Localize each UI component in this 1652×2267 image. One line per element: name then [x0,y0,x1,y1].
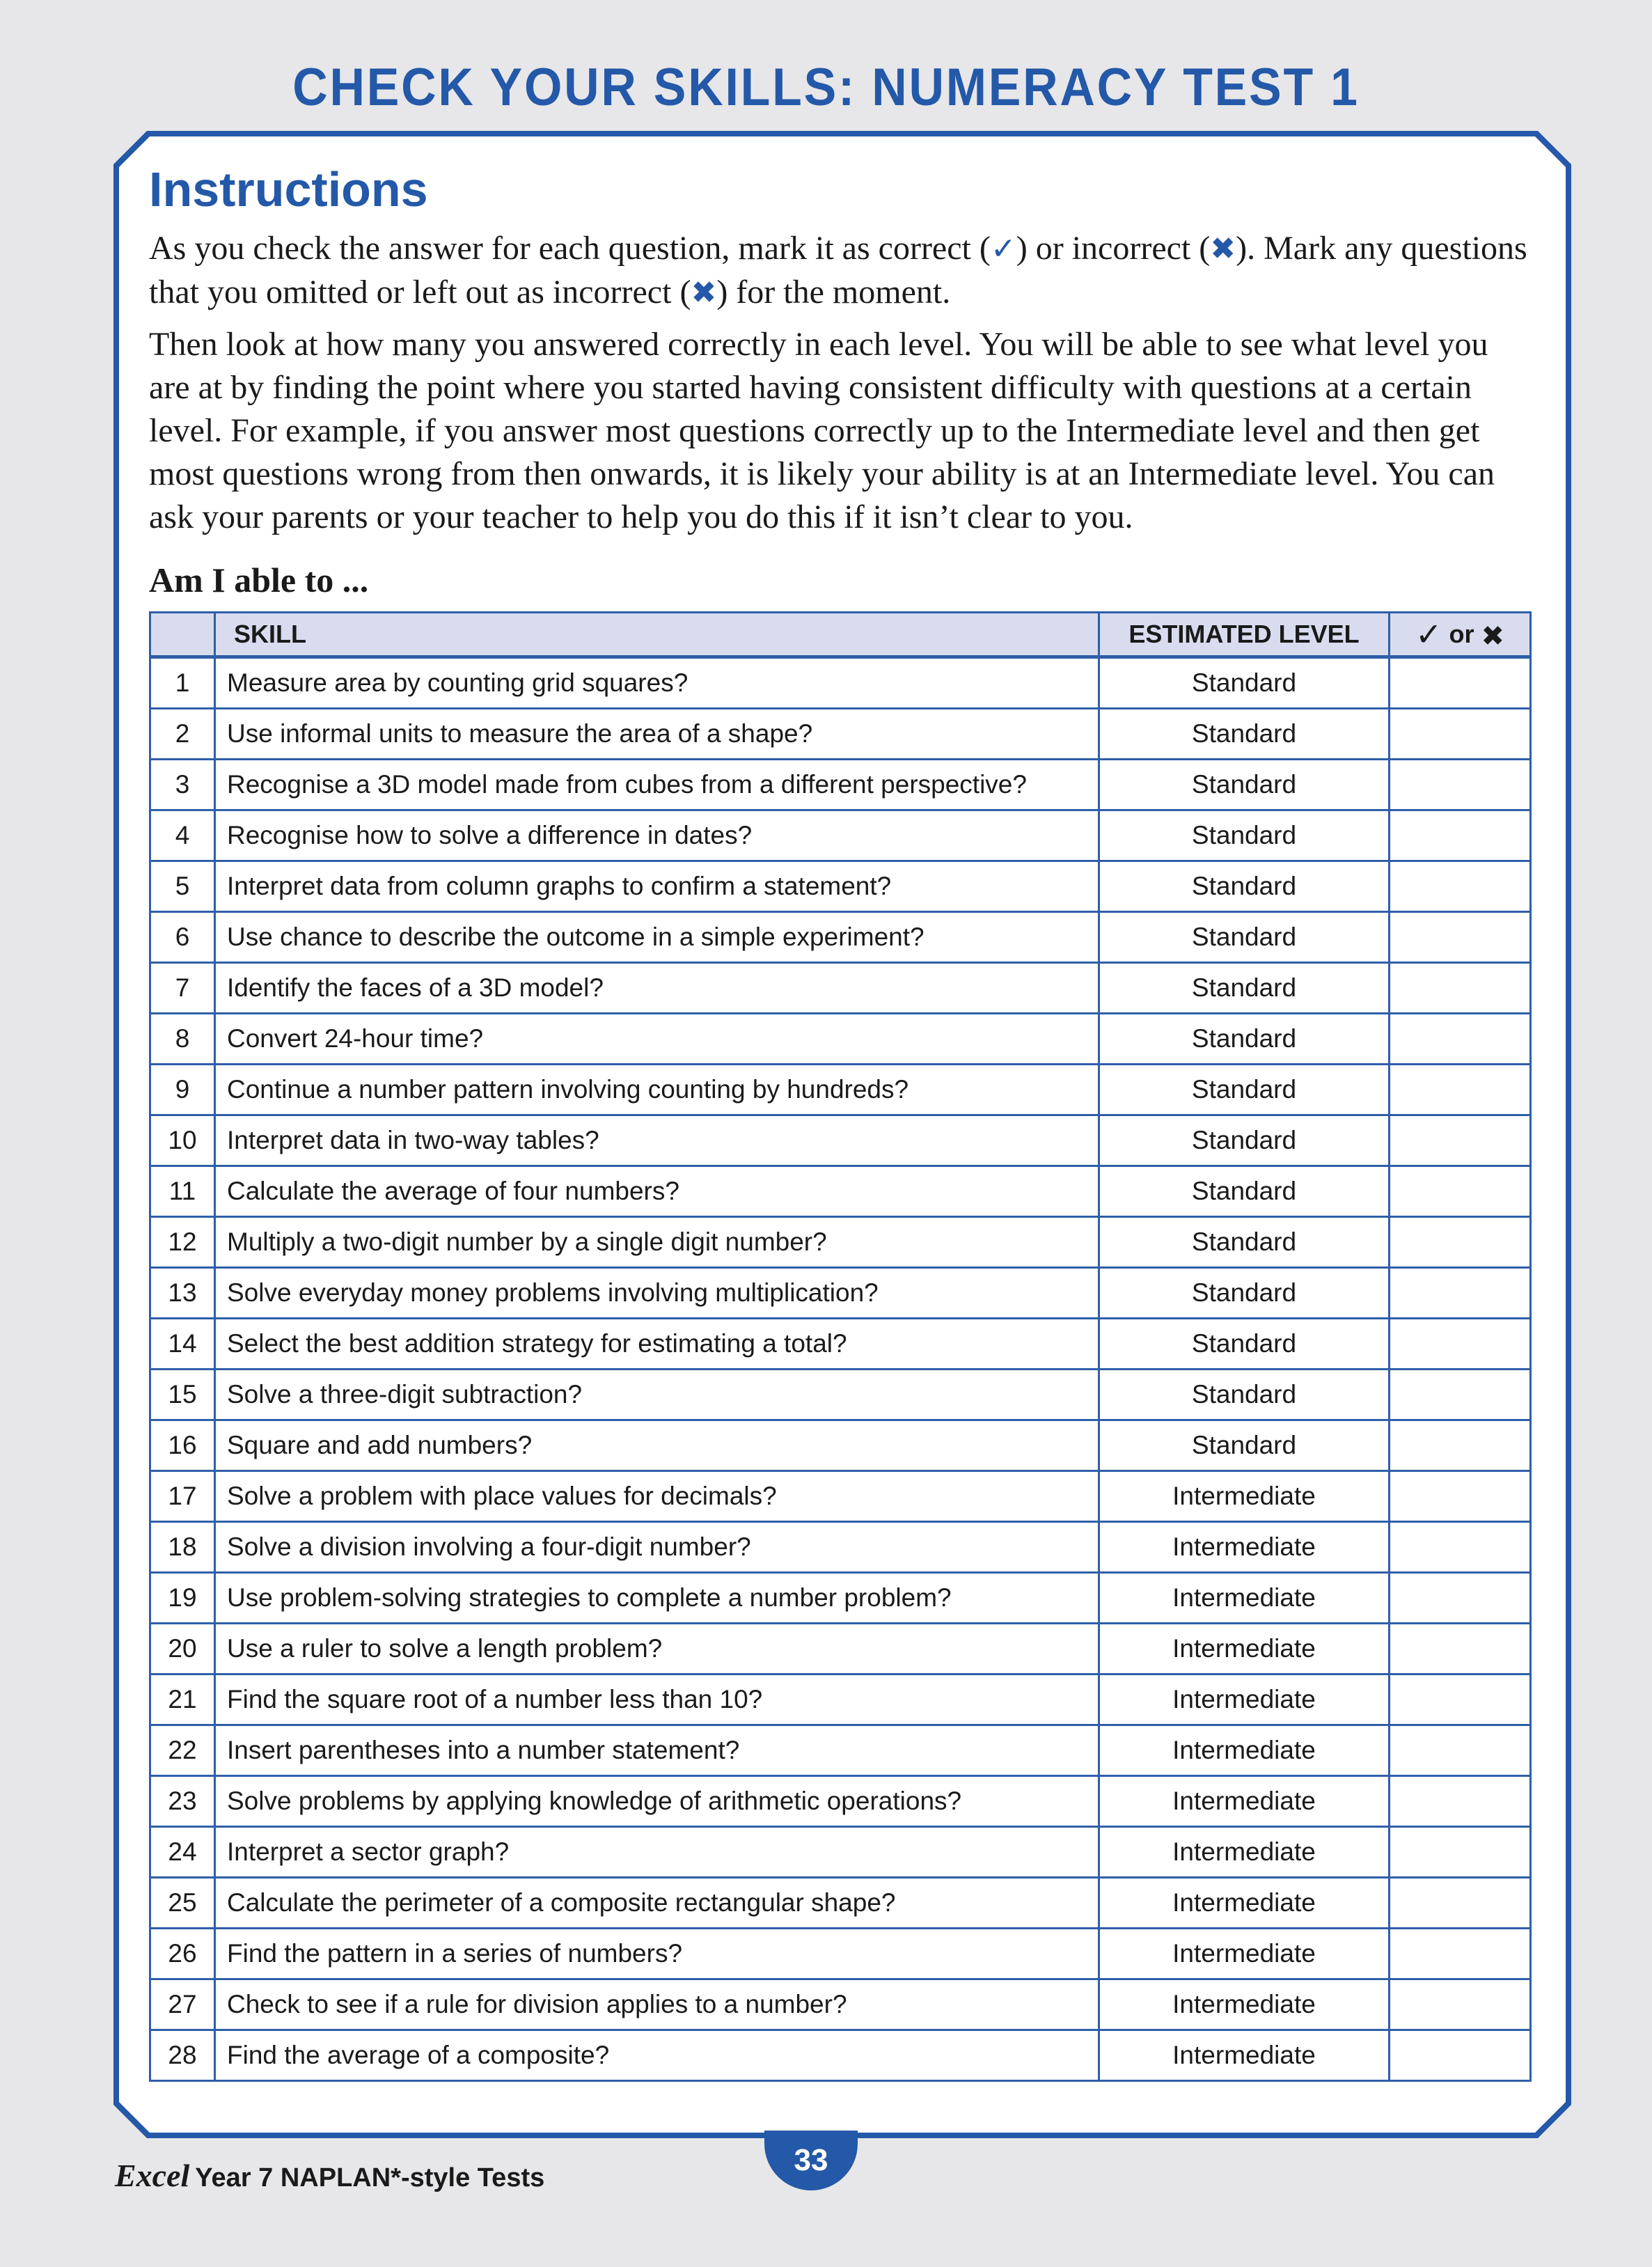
row-mark-cell[interactable] [1390,1979,1531,2030]
row-mark-cell[interactable] [1390,912,1531,963]
table-row [150,861,1531,912]
table-row [150,1979,1531,2030]
table-row [150,1878,1531,1929]
row-level: Intermediate [1099,1624,1390,1674]
row-number: 21 [150,1674,215,1725]
row-level: Intermediate [1099,1573,1390,1624]
row-skill: Select the best addition strategy for estimating a total? [215,1319,1099,1370]
row-number: 28 [150,2030,215,2081]
row-skill: Use a ruler to solve a length problem? [215,1624,1099,1674]
cross-icon: ✖ [1210,231,1236,267]
table-row [150,1725,1531,1776]
row-number: 26 [150,1929,215,1979]
row-number: 12 [150,1217,215,1268]
row-skill: Square and add numbers? [215,1420,1099,1471]
header-mark [1390,613,1531,657]
table-row [150,1065,1531,1115]
row-skill: Continue a number pattern involving counting by hundreds? [215,1065,1099,1115]
row-mark-cell[interactable] [1390,963,1531,1014]
row-mark-cell[interactable] [1390,1319,1531,1370]
table-row [150,709,1531,760]
row-skill: Solve a division involving a four-digit number? [215,1522,1099,1573]
row-mark-cell[interactable] [1390,1522,1531,1573]
row-skill: Interpret a sector graph? [215,1827,1099,1878]
table-row [150,1217,1531,1268]
header-level: ESTIMATED LEVEL [1099,613,1390,657]
row-number: 17 [150,1471,215,1522]
row-level: Standard [1099,1268,1390,1319]
row-number: 8 [150,1014,215,1065]
row-mark-cell[interactable] [1390,1115,1531,1166]
instructions-text: ) or incorrect ( [1016,230,1211,267]
page-number-tab: 33 [764,2131,858,2190]
row-level: Intermediate [1099,1979,1390,2030]
row-number: 19 [150,1573,215,1624]
row-mark-cell[interactable] [1390,2030,1531,2081]
table-row [150,657,1531,709]
row-skill: Use problem-solving strategies to complete a number problem? [215,1573,1099,1624]
table-row [150,810,1531,861]
row-skill: Recognise a 3D model made from cubes from a different perspective? [215,760,1099,810]
table-row [150,1624,1531,1674]
row-level: Standard [1099,709,1390,760]
row-number: 23 [150,1776,215,1827]
row-level: Standard [1099,912,1390,963]
row-number: 3 [150,760,215,810]
row-level: Intermediate [1099,2030,1390,2081]
header-mark-or: or [1449,620,1474,648]
row-level: Intermediate [1099,1776,1390,1827]
row-skill: Interpret data from column graphs to confirm a statement? [215,861,1099,912]
row-mark-cell[interactable] [1390,709,1531,760]
row-number: 4 [150,810,215,861]
header-number [150,613,215,657]
cross-icon: ✖ [691,275,717,311]
row-level: Intermediate [1099,1725,1390,1776]
row-skill: Calculate the perimeter of a composite rectangular shape? [215,1878,1099,1929]
row-mark-cell[interactable] [1390,1014,1531,1065]
row-skill: Insert parentheses into a number statement? [215,1725,1099,1776]
table-body [150,657,1531,2081]
row-number: 13 [150,1268,215,1319]
table-subheading: Am I able to ... [149,560,369,599]
row-number: 5 [150,861,215,912]
table-row [150,1929,1531,1979]
row-level: Intermediate [1099,1827,1390,1878]
row-mark-cell[interactable] [1390,760,1531,810]
row-skill: Interpret data in two-way tables? [215,1115,1099,1166]
row-skill: Check to see if a rule for division applies to a number? [215,1979,1099,2030]
row-level: Standard [1099,963,1390,1014]
header-skill: SKILL [215,613,1099,657]
row-skill: Measure area by counting grid squares? [215,657,1099,709]
row-skill: Solve everyday money problems involving multiplication? [215,1268,1099,1319]
row-number: 22 [150,1725,215,1776]
row-level: Standard [1099,1115,1390,1166]
table-row [150,2030,1531,2081]
row-skill: Find the pattern in a series of numbers? [215,1929,1099,1979]
footer-book-title [115,2157,544,2194]
book-title: Year 7 NAPLAN*-style Tests [195,2163,545,2193]
cross-icon: ✖ [1481,620,1505,652]
table-row [150,1827,1531,1878]
row-skill: Multiply a two-digit number by a single digit number? [215,1217,1099,1268]
row-mark-cell[interactable] [1390,861,1531,912]
row-skill: Use informal units to measure the area of a shape? [215,709,1099,760]
row-level: Standard [1099,1217,1390,1268]
row-level: Standard [1099,1420,1390,1471]
row-number: 9 [150,1065,215,1115]
row-mark-cell[interactable] [1390,1827,1531,1878]
table-row [150,1420,1531,1471]
row-mark-cell[interactable] [1390,1624,1531,1674]
row-level: Standard [1099,1370,1390,1420]
table-row [150,1268,1531,1319]
row-level: Intermediate [1099,1878,1390,1929]
row-mark-cell[interactable] [1390,1776,1531,1827]
row-number: 7 [150,963,215,1014]
row-mark-cell[interactable] [1390,1166,1531,1217]
table-row [150,1573,1531,1624]
row-number: 25 [150,1878,215,1929]
table-row [150,1522,1531,1573]
row-mark-cell[interactable] [1390,1878,1531,1929]
row-number: 10 [150,1115,215,1166]
table-row [150,1776,1531,1827]
row-mark-cell[interactable] [1390,1065,1531,1115]
instructions-text: ) for the moment. [716,274,951,311]
row-number: 14 [150,1319,215,1370]
row-skill: Recognise how to solve a difference in dates? [215,810,1099,861]
row-level: Intermediate [1099,1522,1390,1573]
row-mark-cell[interactable] [1390,810,1531,861]
row-level: Standard [1099,657,1390,709]
instructions-text: ). Mark any questions that you omitted or left out as incorrect ( [149,230,1527,311]
row-mark-cell[interactable] [1390,1674,1531,1725]
table-row [150,760,1531,810]
table-row [150,1166,1531,1217]
row-number: 16 [150,1420,215,1471]
row-skill: Find the average of a composite? [215,2030,1099,2081]
table-row [150,963,1531,1014]
row-skill: Use chance to describe the outcome in a simple experiment? [215,912,1099,963]
row-mark-cell[interactable] [1390,1268,1531,1319]
table-row [150,1115,1531,1166]
row-mark-cell[interactable] [1390,1420,1531,1471]
row-number: 1 [150,657,215,709]
row-mark-cell[interactable] [1390,1725,1531,1776]
row-mark-cell[interactable] [1390,1471,1531,1522]
page-title: CHECK YOUR SKILLS: NUMERACY TEST 1 [292,58,1360,117]
row-level: Standard [1099,810,1390,861]
table-row [150,1319,1531,1370]
instructions-text: As you check the answer for each question, mark it as correct ( [149,230,991,267]
table-row [150,1674,1531,1725]
instructions-heading: Instructions [149,162,428,217]
row-mark-cell[interactable] [1390,1217,1531,1268]
row-number: 15 [150,1370,215,1420]
skills-table [149,611,1532,2082]
row-number: 27 [150,1979,215,2030]
row-level: Standard [1099,1319,1390,1370]
brand-logo: Excel [115,2158,190,2193]
row-level: Standard [1099,861,1390,912]
row-level: Standard [1099,1166,1390,1217]
row-mark-cell[interactable] [1390,1929,1531,1979]
table-row [150,912,1531,963]
row-skill: Solve a problem with place values for decimals? [215,1471,1099,1522]
row-number: 6 [150,912,215,963]
table-header-row [150,613,1531,657]
row-level: Intermediate [1099,1674,1390,1725]
tick-icon: ✓ [990,231,1016,267]
row-number: 11 [150,1166,215,1217]
table-row [150,1471,1531,1522]
row-number: 24 [150,1827,215,1878]
row-skill: Solve a three-digit subtraction? [215,1370,1099,1420]
row-level: Intermediate [1099,1929,1390,1979]
row-number: 20 [150,1624,215,1674]
row-skill: Find the square root of a number less than 10? [215,1674,1099,1725]
table-row [150,1014,1531,1065]
row-level: Standard [1099,1065,1390,1115]
row-skill: Convert 24-hour time? [215,1014,1099,1065]
table-row [150,1370,1531,1420]
row-level: Standard [1099,1014,1390,1065]
row-level: Intermediate [1099,1471,1390,1522]
row-skill: Calculate the average of four numbers? [215,1166,1099,1217]
row-mark-cell[interactable] [1390,1370,1531,1420]
instructions-paragraph-1 [149,227,1534,315]
row-level: Standard [1099,760,1390,810]
instructions-paragraph-2: Then look at how many you answered correctly in each level. You will be able to see what level you are at by finding the point where you started having consistent difficulty with questions at a certain level. For example, if you answer most questions correctly up to the Intermediate level and then get most questions wrong from then onwards, it is likely your ability is at an Intermediate level. You can ask your parents or your teacher to help you do this if it isn’t clear to you. [149,326,1495,535]
row-mark-cell[interactable] [1390,1573,1531,1624]
row-mark-cell[interactable] [1390,657,1531,709]
row-skill: Identify the faces of a 3D model? [215,963,1099,1014]
tick-icon: ✓ [1415,615,1442,653]
row-skill: Solve problems by applying knowledge of arithmetic operations? [215,1776,1099,1827]
row-number: 18 [150,1522,215,1573]
row-number: 2 [150,709,215,760]
